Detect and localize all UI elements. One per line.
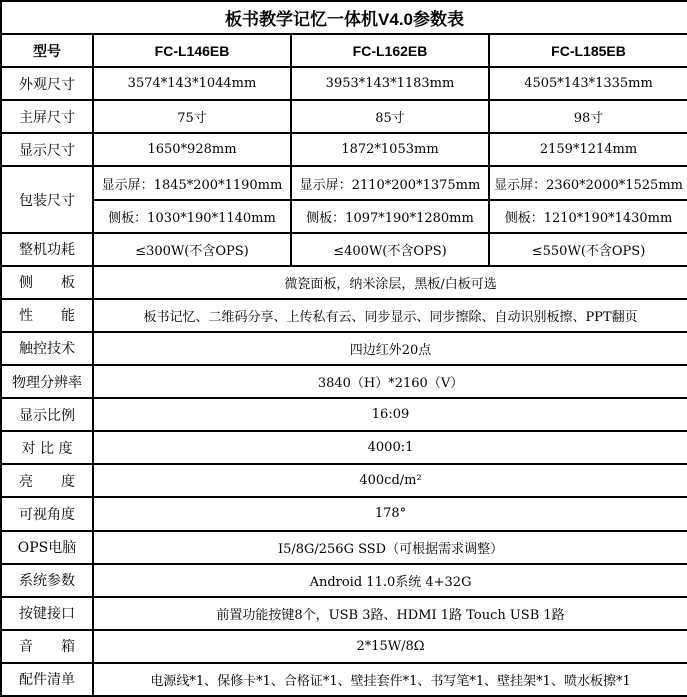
cell-value: I5/8G/256G SSD（可根据需求调整） <box>93 531 687 564</box>
cell-value: 178° <box>93 497 687 530</box>
cell-value: ≤550W(不含OPS) <box>489 233 687 266</box>
table-row <box>1 365 687 398</box>
row-label-speakers: 音 箱 <box>1 630 93 663</box>
row-label-viewing-angle: 可视角度 <box>1 497 93 530</box>
cell-value: 微瓷面板，纳米涂层，黑板/白板可选 <box>93 266 687 299</box>
row-label-brightness: 亮 度 <box>1 464 93 497</box>
cell-value: 侧板：1097*190*1280mm <box>291 200 489 233</box>
header-model-label: 型号 <box>1 34 93 67</box>
table-row <box>1 67 687 100</box>
table-header-row <box>1 34 687 67</box>
cell-value: 4000:1 <box>93 431 687 464</box>
cell-value: 4505*143*1335mm <box>489 67 687 100</box>
table-title-row <box>1 1 687 34</box>
row-label-contrast-ratio: 对 比 度 <box>1 431 93 464</box>
table-row <box>1 663 687 696</box>
cell-value: ≤400W(不含OPS) <box>291 233 489 266</box>
cell-value: 400cd/m² <box>93 464 687 497</box>
cell-value: 98寸 <box>489 100 687 133</box>
cell-value: 显示屏：1845*200*1190mm <box>93 166 291 199</box>
table-row <box>1 597 687 630</box>
table-row <box>1 531 687 564</box>
model-name-3: FC-L185EB <box>489 34 687 67</box>
table-row <box>1 497 687 530</box>
cell-value: 85寸 <box>291 100 489 133</box>
cell-value: 侧板：1210*190*1430mm <box>489 200 687 233</box>
table-row <box>1 299 687 332</box>
cell-value: 1650*928mm <box>93 133 291 166</box>
cell-value: 侧板：1030*190*1140mm <box>93 200 291 233</box>
table-row <box>1 398 687 431</box>
table-row <box>1 166 687 199</box>
table-row <box>1 100 687 133</box>
cell-value: 3574*143*1044mm <box>93 67 291 100</box>
row-label-packaging-size: 包装尺寸 <box>1 166 93 232</box>
page-title: 板书教学记忆一体机V4.0参数表 <box>1 1 687 34</box>
row-label-main-screen-size: 主屏尺寸 <box>1 100 93 133</box>
cell-value: 前置功能按键8个，USB 3路、HDMI 1路 Touch USB 1路 <box>93 597 687 630</box>
cell-value: 显示屏：2110*200*1375mm <box>291 166 489 199</box>
row-label-physical-resolution: 物理分辨率 <box>1 365 93 398</box>
row-label-display-size: 显示尺寸 <box>1 133 93 166</box>
table-row <box>1 332 687 365</box>
row-label-ops-computer: OPS电脑 <box>1 531 93 564</box>
cell-value: 3953*143*1183mm <box>291 67 489 100</box>
cell-value: 2159*1214mm <box>489 133 687 166</box>
row-label-performance: 性 能 <box>1 299 93 332</box>
row-label-touch-technology: 触控技术 <box>1 332 93 365</box>
model-name-2: FC-L162EB <box>291 34 489 67</box>
row-label-system-parameters: 系统参数 <box>1 564 93 597</box>
cell-value: 75寸 <box>93 100 291 133</box>
cell-value: 1872*1053mm <box>291 133 489 166</box>
cell-value: 3840（H）*2160（V） <box>93 365 687 398</box>
row-label-aspect-ratio: 显示比例 <box>1 398 93 431</box>
table-row <box>1 564 687 597</box>
table-row <box>1 431 687 464</box>
table-row <box>1 133 687 166</box>
cell-value: 四边红外20点 <box>93 332 687 365</box>
table-row <box>1 266 687 299</box>
row-label-power-consumption: 整机功耗 <box>1 233 93 266</box>
cell-value: ≤300W(不含OPS) <box>93 233 291 266</box>
row-label-side-panel: 侧 板 <box>1 266 93 299</box>
cell-value: 16:09 <box>93 398 687 431</box>
row-label-buttons-ports: 按键接口 <box>1 597 93 630</box>
row-label-exterior-size: 外观尺寸 <box>1 67 93 100</box>
table-row <box>1 464 687 497</box>
cell-value: 板书记忆、二维码分享、上传私有云、同步显示、同步擦除、自动识别板擦、PPT翻页 <box>93 299 687 332</box>
cell-value: Android 11.0系统 4+32G <box>93 564 687 597</box>
table-row <box>1 200 687 233</box>
table-row <box>1 630 687 663</box>
cell-value: 电源线*1、保修卡*1、合格证*1、壁挂套件*1、书写笔*1、壁挂架*1、喷水板擦*1 <box>93 663 687 696</box>
cell-value: 2*15W/8Ω <box>93 630 687 663</box>
model-name-1: FC-L146EB <box>93 34 291 67</box>
table-row <box>1 233 687 266</box>
cell-value: 显示屏：2360*2000*1525mm <box>489 166 687 199</box>
row-label-accessory-list: 配件清单 <box>1 663 93 696</box>
